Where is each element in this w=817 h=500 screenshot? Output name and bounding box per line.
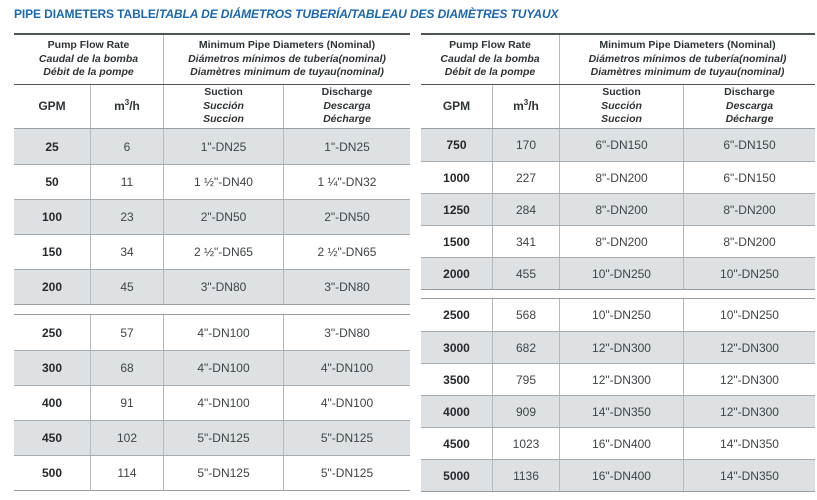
gpm-value: 5000 [443,468,470,483]
header-min-pipe-diameters [163,35,410,84]
table-row [421,129,815,161]
m3h-value: 114 [90,456,163,490]
suction-en: Suction [602,85,641,98]
column-header-discharge [283,85,410,128]
table-row [421,427,815,459]
column-header-gpm [14,85,90,128]
suction-value: 5"-DN125 [163,421,283,455]
suction-value: 16"-DN400 [559,428,683,459]
suction-value: 12"-DN300 [559,332,683,363]
gpm-value: 4000 [443,404,470,419]
gpm-label: GPM [38,98,66,113]
suction-fr: Succion [601,113,642,126]
m3h-value: 45 [90,270,163,304]
table-header-columns [14,85,410,129]
discharge-value: 3"-DN80 [283,315,410,350]
discharge-value: 14"-DN350 [683,460,815,491]
m3h-value: 682 [492,332,559,363]
discharge-value: 5"-DN125 [283,421,410,455]
discharge-value: 8"-DN200 [683,226,815,257]
gpm-value: 4500 [443,436,470,451]
suction-value: 10"-DN250 [559,258,683,289]
gpm-value: 1000 [443,170,470,185]
suction-value: 5"-DN125 [163,456,283,490]
gpm-value: 50 [45,175,59,189]
left-table-block-1 [14,129,410,305]
gpm-value: 400 [41,396,63,410]
m3h-value: 909 [492,396,559,427]
discharge-en: Discharge [724,85,775,98]
discharge-value: 2 ½"-DN65 [283,235,410,269]
header-diam-fr: Diamètres minimum de tuyau(nominal) [190,66,384,79]
m3h-label: $m^3/h$ [114,98,140,114]
table-row [14,129,410,164]
discharge-value: 14"-DN350 [683,428,815,459]
block-divider-gap [14,305,410,314]
m3h-value: 91 [90,386,163,420]
discharge-es: Descarga [725,99,774,112]
table-row [14,350,410,385]
header-flow-fr: Débit de la pompe [43,66,134,79]
page-title-italic: TABLA DE DIÁMETROS TUBERÍA/TABLEAU DES DIAMÈTRES TUYAUX [159,7,559,21]
m3h-value: 568 [492,299,559,331]
discharge-value: 8"-DN200 [683,194,815,225]
discharge-value: 3"-DN80 [283,270,410,304]
gpm-value: 200 [41,280,63,294]
pipe-table-left [14,33,410,491]
header-flow-en: Pump Flow Rate [449,38,531,51]
table-header-columns [421,85,815,129]
gpm-value: 1500 [443,234,470,249]
gpm-value: 450 [41,431,63,445]
m3h-value: 170 [492,129,559,161]
suction-value: 3"-DN80 [163,270,283,304]
gpm-value: 750 [446,138,467,152]
header-flow-es: Caudal de la bomba [38,52,139,65]
m3h-label: $m^3/h$ [513,98,539,114]
header-flow-es: Caudal de la bomba [440,52,540,65]
m3h-value: 23 [90,200,163,234]
suction-value: 4"-DN100 [163,351,283,385]
table-row [421,225,815,257]
suction-value: 16"-DN400 [559,460,683,491]
m3h-value: 341 [492,226,559,257]
gpm-value: 25 [45,139,59,154]
block-divider-gap [421,290,815,298]
discharge-value: 10"-DN250 [683,258,815,289]
m3h-value: 68 [90,351,163,385]
column-header-gpm [421,85,492,128]
m3h-value: 455 [492,258,559,289]
page-title-plain: PIPE DIAMETERS TABLE/ [14,7,160,21]
right-table-block-1 [421,129,815,290]
table-row [421,363,815,395]
m3h-value: 1023 [492,428,559,459]
table-row [14,199,410,234]
discharge-value: 12"-DN300 [683,364,815,395]
m3h-value: 102 [90,421,163,455]
discharge-value: 1"-DN25 [283,129,410,164]
suction-en: Suction [204,85,243,98]
m3h-value: 11 [90,165,163,199]
m3h-value: 284 [492,194,559,225]
discharge-value: 6"-DN150 [683,162,815,193]
table-row [14,455,410,490]
column-header-m3h [492,85,559,128]
gpm-label: GPM [442,98,471,113]
gpm-value: 100 [41,210,63,224]
header-diam-es: Diámetros mínimos de tubería(nominal) [588,52,787,65]
table-row [421,193,815,225]
gpm-value: 3500 [443,372,470,387]
discharge-es: Descarga [323,99,371,112]
table-row [421,299,815,331]
left-table-block-2 [14,314,410,491]
table-header-groups [421,35,815,85]
suction-value: 2 ½"-DN65 [163,235,283,269]
page-title [14,7,558,21]
table-row [421,161,815,193]
table-row [14,315,410,350]
column-header-m3h [90,85,163,128]
suction-es: Succión [203,99,244,112]
suction-value: 8"-DN200 [559,226,683,257]
header-min-pipe-diameters [559,35,815,84]
header-pump-flow-rate [421,35,559,84]
table-header-groups [14,35,410,85]
table-row [421,257,815,289]
m3h-value: 795 [492,364,559,395]
header-diam-en: Minimum Pipe Diameters (Nominal) [198,38,376,51]
gpm-value: 1250 [443,202,470,217]
header-flow-en: Pump Flow Rate [47,38,130,51]
table-row [421,459,815,491]
m3h-value: 34 [90,235,163,269]
discharge-value: 12"-DN300 [683,332,815,363]
header-diam-fr: Diamètres minimum de tuyau(nominal) [590,66,785,79]
discharge-value: 4"-DN100 [283,351,410,385]
discharge-value: 2"-DN50 [283,200,410,234]
suction-value: 4"-DN100 [163,315,283,350]
discharge-en: Discharge [321,85,373,98]
suction-value: 2"-DN50 [163,200,283,234]
header-diam-es: Diámetros mínimos de tubería(nominal) [188,52,386,65]
suction-value: 6"-DN150 [559,129,683,161]
pipe-table-right [421,33,815,492]
gpm-value: 300 [41,361,63,375]
suction-value: 12"-DN300 [559,364,683,395]
suction-value: 4"-DN100 [163,386,283,420]
discharge-value: 4"-DN100 [283,386,410,420]
m3h-value: 57 [90,315,163,350]
column-header-suction [163,85,283,128]
discharge-fr: Décharge [725,113,774,126]
suction-es: Succión [601,99,642,112]
m3h-value: 6 [90,129,163,164]
discharge-value: 10"-DN250 [683,299,815,331]
column-header-discharge [683,85,815,128]
gpm-value: 500 [41,466,63,480]
header-diam-en: Minimum Pipe Diameters (Nominal) [599,38,776,51]
gpm-value: 150 [41,245,63,259]
header-pump-flow-rate [14,35,163,84]
table-row [14,234,410,269]
column-header-suction [559,85,683,128]
suction-value: 8"-DN200 [559,162,683,193]
discharge-value: 6"-DN150 [683,129,815,161]
header-flow-fr: Débit de la pompe [444,66,536,79]
suction-value: 1"-DN25 [163,129,283,164]
discharge-value: 1 ¼"-DN32 [283,165,410,199]
table-row [421,331,815,363]
gpm-value: 3000 [443,340,470,355]
discharge-value: 5"-DN125 [283,456,410,490]
suction-fr: Succion [203,113,244,126]
discharge-value: 12"-DN300 [683,396,815,427]
suction-value: 14"-DN350 [559,396,683,427]
right-table-block-2 [421,298,815,492]
suction-value: 8"-DN200 [559,194,683,225]
table-row [14,385,410,420]
suction-value: 10"-DN250 [559,299,683,331]
gpm-value: 2500 [443,308,470,322]
table-row [421,395,815,427]
table-row [14,269,410,304]
m3h-value: 1136 [492,460,559,491]
gpm-value: 2000 [443,266,470,281]
gpm-value: 250 [41,325,63,340]
discharge-fr: Décharge [323,113,371,126]
suction-value: 1 ½"-DN40 [163,165,283,199]
table-row [14,164,410,199]
m3h-value: 227 [492,162,559,193]
table-row [14,420,410,455]
